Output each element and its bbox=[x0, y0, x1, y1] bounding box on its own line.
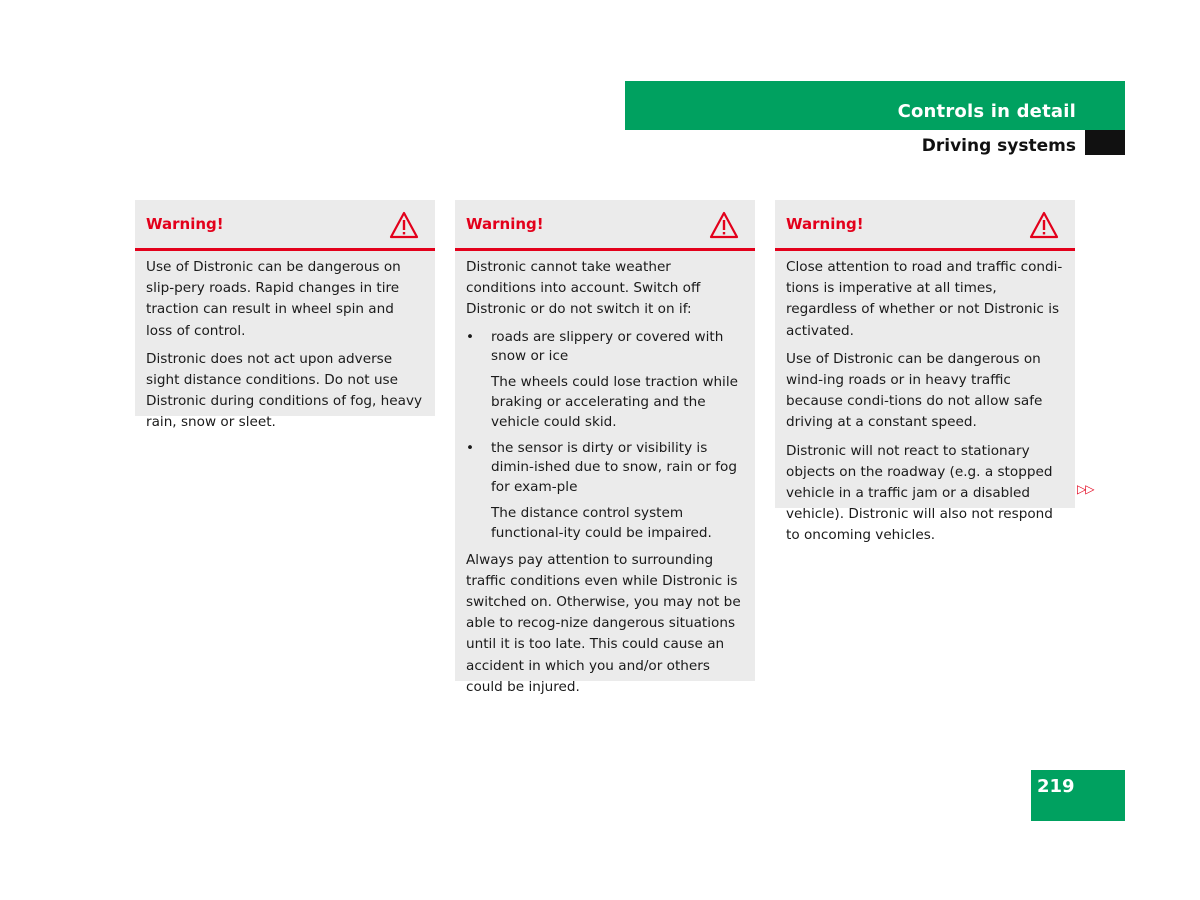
warning-outro: Always pay attention to surrounding traffic conditions even while Distronic is switched on. Otherwise, you may not be able to recog-nize dangerous situations until it is too late. This could cause an accident in which you and/or others could be injured. bbox=[466, 551, 741, 695]
bullet-note: The wheels could lose traction while braking or accelerating and the vehicle could skid. bbox=[491, 374, 738, 430]
warning-box-header bbox=[135, 200, 435, 251]
warning-triangle-icon bbox=[1029, 211, 1059, 239]
bullet-item bbox=[466, 328, 744, 368]
warning-paragraph: Distronic does not act upon adverse sight distance conditions. Do not use Distronic during conditions of fog, heavy rain, snow or sleet. bbox=[146, 350, 423, 431]
warning-triangle-icon bbox=[389, 211, 419, 239]
warning-paragraph: Distronic will not react to stationary objects on the roadway (e.g. a stopped vehicle in a traffic jam or a disabled vehicle). Distronic will also not respond to oncoming vehicles. bbox=[786, 442, 1053, 544]
bullet-marker: • bbox=[466, 439, 475, 456]
warning-paragraph: Close attention to road and traffic condi-tions is imperative at all times, regardless of whether or not Distronic is activated. bbox=[786, 259, 1063, 339]
warning-box-1 bbox=[135, 200, 435, 431]
warning-label: Warning! bbox=[786, 215, 864, 233]
warning-box-2 bbox=[455, 200, 755, 695]
page-number: 219 bbox=[1037, 776, 1075, 797]
section-header-bar bbox=[625, 81, 1125, 130]
bullet-text: the sensor is dirty or visibility is dimin-ished due to snow, rain or fog for exam-ple bbox=[491, 439, 737, 496]
subsection-title: Driving systems bbox=[921, 136, 1076, 156]
warning-label: Warning! bbox=[146, 215, 224, 233]
warning-box-header bbox=[775, 200, 1075, 251]
bullet-item bbox=[466, 439, 744, 498]
bullet-marker: • bbox=[466, 328, 475, 345]
section-tab-marker bbox=[1085, 130, 1125, 155]
continued-arrow-icon: ▷▷ bbox=[1077, 482, 1094, 496]
warning-box-3 bbox=[775, 200, 1075, 544]
bullet-note: The distance control system functional-ity could be impaired. bbox=[491, 504, 712, 541]
section-title: Controls in detail bbox=[897, 101, 1076, 122]
warning-paragraph: Use of Distronic can be dangerous on wind-ing roads or in heavy traffic because condi-tions do not allow safe driving at a constant speed. bbox=[786, 350, 1043, 431]
warning-triangle-icon bbox=[709, 211, 739, 239]
page-number-box bbox=[1031, 770, 1125, 821]
warning-intro: Distronic cannot take weather conditions into account. Switch off Distronic or do not switch it on if: bbox=[466, 259, 701, 318]
bullet-text: roads are slippery or covered with snow or ice bbox=[491, 328, 724, 365]
warning-box-header bbox=[455, 200, 755, 251]
warning-label: Warning! bbox=[466, 215, 544, 233]
warning-paragraph: Use of Distronic can be dangerous on slip-pery roads. Rapid changes in tire traction can result in wheel spin and loss of control. bbox=[146, 259, 401, 339]
